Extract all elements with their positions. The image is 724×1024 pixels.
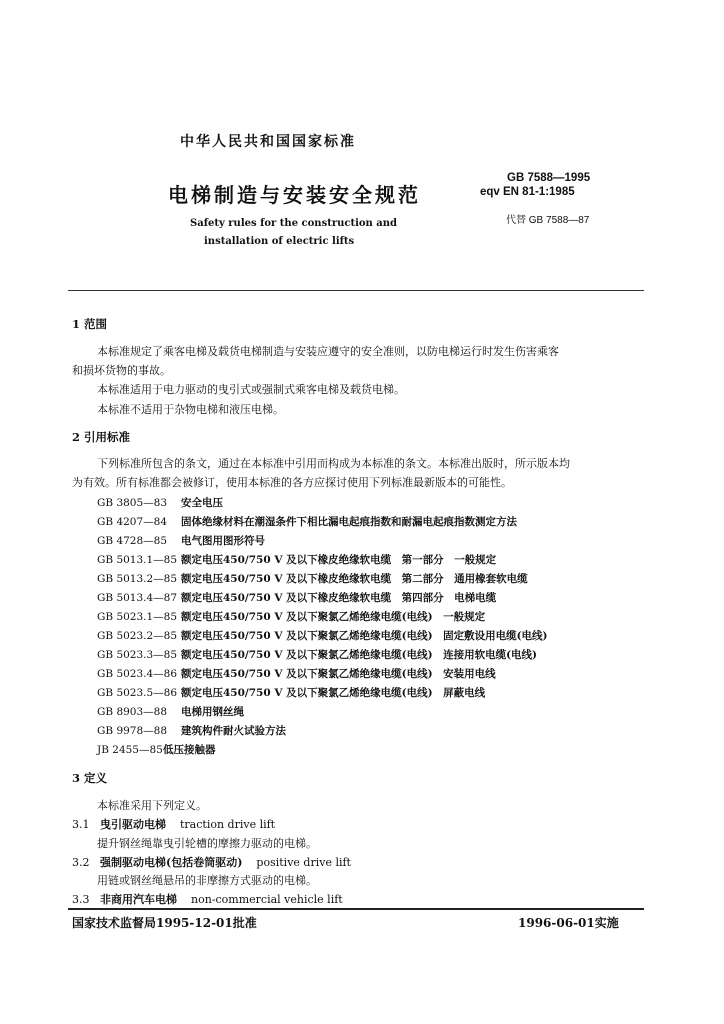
section-3-intro: 本标准采用下列定义。 (97, 799, 207, 812)
reference-item: GB 4728—85 电气图用图形符号 (97, 535, 265, 547)
definition-3-3 (72, 891, 343, 907)
eqv-code: eqv EN 81-1:1985 (480, 186, 575, 198)
reference-item: GB 5013.4—87 额定电压450/750 V 及以下橡皮绝缘软电缆 第四部分 电梯电缆 (97, 592, 497, 604)
reference-item: GB 3805—83 安全电压 (97, 497, 223, 509)
reference-item: GB 5013.2—85 额定电压450/750 V 及以下橡皮绝缘软电缆 第二部分 通用橡套软电缆 (97, 573, 528, 585)
definition-term: 强制驱动电梯(包括卷筒驱动) (100, 856, 243, 869)
definition-term-english: positive drive lift (256, 856, 351, 869)
section-2-intro-cont: 为有效。所有标准都会被修订，使用本标准的各方应探讨使用下列标准最新版本的可能性。 (72, 476, 512, 489)
reference-item: GB 5023.5—86 额定电压450/750 V 及以下聚氯乙烯绝缘电缆(电线) 屏蔽电线 (97, 687, 486, 699)
footer-divider (68, 908, 644, 910)
section-2-heading: 2 引用标准 (72, 430, 131, 444)
section-1-paragraph-1: 本标准规定了乘客电梯及载货电梯制造与安装应遵守的安全准则，以防电梯运行时发生伤害乘客 (97, 345, 559, 358)
section-3-heading: 3 定义 (72, 771, 108, 785)
definition-3-1 (72, 816, 275, 832)
section-1-paragraph-3: 本标准不适用于杂物电梯和液压电梯。 (97, 403, 284, 416)
definition-term-english: traction drive lift (180, 818, 276, 831)
title-english-line-1: Safety rules for the construction and (190, 218, 398, 229)
definition-number: 3.1 (72, 818, 90, 831)
section-1-paragraph-2: 本标准适用于电力驱动的曳引式或强制式乘客电梯及载货电梯。 (97, 383, 405, 396)
section-2-intro: 下列标准所包含的条文，通过在本标准中引用而构成为本标准的条文。本标准出版时，所示版本均 (97, 457, 570, 470)
definition-term-english: non-commercial vehicle lift (191, 893, 343, 906)
standard-type: 中华人民共和国国家标准 (180, 134, 356, 150)
reference-item: GB 9978—88 建筑构件耐火试验方法 (97, 725, 286, 737)
reference-item: GB 5023.1—85 额定电压450/750 V 及以下聚氯乙烯绝缘电缆(电线) 一般规定 (97, 611, 486, 623)
gb-code: GB 7588—1995 (507, 172, 591, 184)
replaces-code: 代替 GB 7588—87 (506, 215, 590, 226)
reference-item: GB 4207—84 固体绝缘材料在潮湿条件下相比漏电起痕指数和耐漏电起痕指数测定方法 (97, 516, 517, 528)
definition-term: 曳引驱动电梯 (100, 818, 166, 831)
definition-term: 非商用汽车电梯 (100, 893, 177, 906)
definition-3-2 (72, 854, 351, 870)
header-divider (68, 290, 644, 291)
reference-item: GB 8903—88 电梯用钢丝绳 (97, 706, 244, 718)
definition-number: 3.2 (72, 856, 90, 869)
reference-item: JB 2455—85低压接触器 (97, 744, 216, 756)
title-english-line-2: installation of electric lifts (204, 236, 355, 247)
section-1-heading: 1 范围 (72, 317, 108, 331)
document-title: 电梯制造与安装安全规范 (168, 183, 421, 207)
reference-item: GB 5023.2—85 额定电压450/750 V 及以下聚氯乙烯绝缘电缆(电线) 固定敷设用电缆(电线) (97, 630, 548, 642)
effective-date: 1996-06-01实施 (518, 916, 619, 930)
reference-item: GB 5023.4—86 额定电压450/750 V 及以下聚氯乙烯绝缘电缆(电线) 安装用电线 (97, 668, 496, 680)
definition-3-2-description: 用链或钢丝绳悬吊的非摩擦方式驱动的电梯。 (97, 874, 317, 887)
definition-number: 3.3 (72, 893, 90, 906)
definition-3-1-description: 提升钢丝绳靠曳引轮槽的摩擦力驱动的电梯。 (97, 837, 317, 850)
approval-date: 国家技术监督局1995-12-01批准 (72, 916, 257, 930)
reference-item: GB 5023.3—85 额定电压450/750 V 及以下聚氯乙烯绝缘电缆(电线) 连接用软电缆(电线) (97, 649, 537, 661)
reference-item: GB 5013.1—85 额定电压450/750 V 及以下橡皮绝缘软电缆 第一部分 一般规定 (97, 554, 497, 566)
section-1-paragraph-1-cont: 和损坏货物的事故。 (72, 364, 171, 377)
